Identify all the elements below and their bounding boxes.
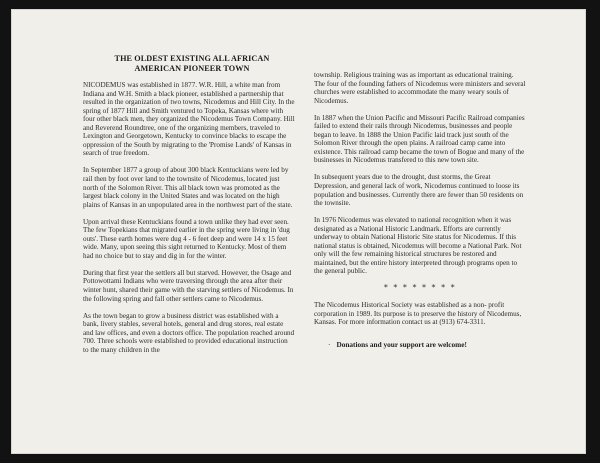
paragraph-growth: As the town began to grow a business district was established with a bank, livery stables, several hotels, general and drug stores, real estate and law offices, and even a doctors office. The population reached around 700. Three schools were established to provided educational instruction to the many children in the (83, 311, 295, 354)
title-line-2: AMERICAN PIONEER TOWN (134, 63, 250, 73)
paragraph-dugouts: Upon arrival these Kentuckians found a town unlike they had ever seen. The few Topekians that migrated earlier in the spring were living in 'dug outs'. These earth homes were dug 4 - 6 feet deep and were 14 x 15 feet wide. Many, upon seeing this sight returned to Kentucky. Most of them had no choice but to stay and dig in for the winter. (83, 217, 290, 260)
page-title (97, 54, 287, 73)
donation-text: Donations and your support are welcome! (336, 339, 467, 349)
paragraph-migration: In September 1877 a group of about 300 black Kentuckians were led by rail then by foot over land to the townsite of Nicodemus, located just north of the Solomon River. This all black town was promoted as the largest black colony in the United States and was located on the high plains of Kansas in an unpopulated area in the northwest part of the state. (83, 166, 293, 209)
paragraph-founding: NICODEMUS was established in 1877. W.R. Hill, a white man from Indiana and W.H. Smith a black pioneer, established a partnership that resulted in the organization of two towns, Nicodemus and Hill City. In the spring of 1877 Hill and Smith ventured to Topeka, Kansas where with four other black men, they organized the Nicodemus Town Company. Hill and Reverend Roundtree, one of the organizing members, traveled to Lexington and Georgetown, Kentucky to convince blacks to escape the oppression of the South by migrating to the 'Promise Lands' of Kansas in search of true freedom. (83, 81, 295, 158)
paragraph-railroad: In 1887 when the Union Pacific and Missouri Pacific Railroad companies failed to extend their rails through Nicodemus, businesses and people began to leave. In 1888 the Union Pacific laid track just south of the Solomon River through the open plains. A railroad camp came into existence. This railroad camp became the town of Bogue and many of the businesses in Nicodemus transfered to this new town site. (314, 113, 525, 165)
paragraph-religion: township. Religious training was as important as educational training. The four of the founding fathers of Nicodemus were ministers and several churches were established to accommodate the many weary souls of Nicodemus. (314, 71, 526, 105)
paragraph-decline: In subsequent years due to the drought, dust storms, the Great Depression, and general lack of work, Nicodemus continued to loose its population and businesses. Currently there are fewer than 50 residents on the townsite. (314, 173, 524, 208)
right-column (314, 71, 526, 349)
paragraph-first-year: During that first year the settlers all but starved. However, the Osage and Pottowottami Indians who were traversing through the area after their winter hunt, shared their game with the starving settlers of Nicodemus. In the following spring and fall other settlers came to Nicodemus. (83, 268, 294, 303)
paragraph-historical-society: The Nicodemus Historical Society was established as a non- profit corporation in 1989. Its purpose is to preserve the history of Nicodemus, Kansas. For more information contact us at (913) 674-3311. (314, 301, 522, 327)
title-line-1: THE OLDEST EXISTING ALL AFRICAN (114, 54, 270, 63)
section-separator: * * * * * * * * (383, 283, 457, 293)
bullet-icon: · (328, 339, 331, 349)
donation-line (314, 341, 526, 350)
left-column (83, 81, 295, 363)
document-page (11, 9, 586, 454)
paragraph-landmark: In 1976 Nicodemus was elevated to national recognition when it was designated as a National Historic Landmark. Efforts are currently underway to obtain National Historic Site status for Nicodemus. If this national status is obtained, Nicodemus will become a National Park. Not only will the few remaining historical structures be restored and maintained, but the entire history interpreted through programs open to the general public. (314, 216, 522, 276)
